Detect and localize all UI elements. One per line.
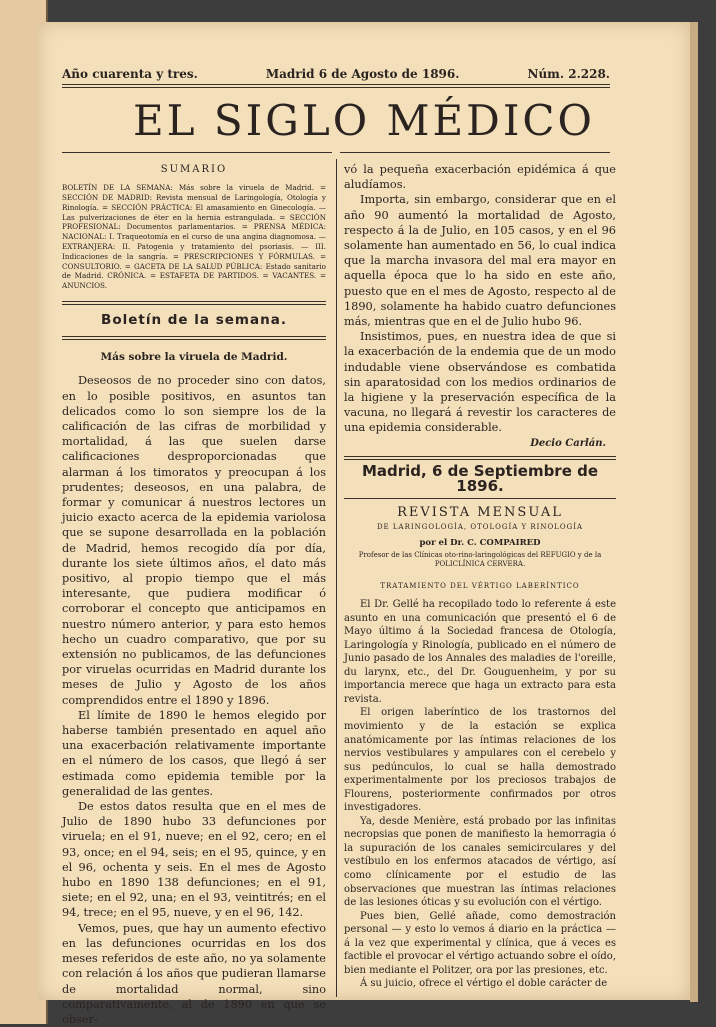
newspaper-page — [38, 22, 690, 1026]
issue-date: Madrid 6 de Agosto de 1896. — [265, 67, 460, 81]
boletin-paragraph: Vemos, pues, que hay un aumento efectivo en las defunciones ocurridas en los dos meses referidos de este año, no ya solamente con relación á los años que pudieran llamarse de mortalidad normal, sino comparativamente, al de 1890 en que se obser- — [62, 921, 326, 1026]
boletin-paragraph: De estos datos resulta que en el mes de Julio de 1890 hubo 33 defunciones por viruela; en el 91, nueve; en el 92, cero; en el 93, once; en el 94, seis; en el 95, quince, y en el 96, ochenta y seis. En el mes de Agosto hubo en 1890 138 defunciones; en el 91, siete; en el 92, una; en el 93, veintitrés; en el 94, trece; en el 95, nueve, y en el 96, 142. — [62, 800, 326, 920]
article-subheading: Más sobre la viruela de Madrid. — [100, 351, 288, 364]
rule-madrid-2 — [344, 459, 616, 460]
revista-title: REVISTA MENSUAL — [397, 505, 563, 521]
revista-author: por el Dr. C. COMPAIRED — [419, 537, 541, 548]
revista-affiliation: Profesor de las Clínicas oto-rino-laringológicas del REFUGIO y de la POLICLÍNICA CERVERA. — [358, 550, 602, 568]
rule-left-header — [62, 152, 332, 153]
madrid-heading: Madrid, 6 de Septiembre de 1896. — [361, 461, 599, 496]
article-paragraph: El Dr. Gellé ha recopilado todo lo referente á este asunto en una comunicación que presentó el 6 de Mayo último á la Sociedad francesa de Otología, Laringología y Rinología, publicado en el número de Junio pasado de los Annales des maladies de l'oreille, du larynx, etc., del Dr. Gouguenheim, y por su importancia merece que haga un extracto para esta revista. — [344, 599, 616, 705]
author-signature: Decio Carlán. — [530, 437, 606, 449]
rule-sumario-1 — [62, 301, 326, 302]
sumario-text: BOLETÍN DE LA SEMANA: Más sobre la viruela de Madrid. = SECCIÓN DE MADRID: Revista mensual de Laringología, Otología y Rinología. = SECCIÓN PRÁCTICA: El amasamiento en Ginecología. — Las pulverizaciones de éter en la hernia estrangulada. = SECCIÓN PROFESIONAL: Documentos parlamentarios. = PRENSA MÉDICA: NACIONAL: I. Traqueotomía en el curso de una angina diagnomosa. — EXTRANJERA: II. Patogenia y tratamiento del psoriasis. — III. Indicaciones de la sangría. = PRESCRIPCIONES Y FÓRMULAS. = CONSULTORIO. = GACETA DE LA SALUD PÚBLICA: Estado sanitario de Madrid. CRÓNICA. = ESTAFETA DE PARTIDOS. = VACANTES. = ANUNCIOS. — [62, 183, 326, 291]
column-divider — [336, 159, 337, 997]
rule-boletin-1 — [62, 336, 326, 337]
article-paragraph: Pues bien, Gellé añade, como demostración personal — y esto lo vemos á diario en la práctica — á la vez que experimental y clínica, que á veces es factible el provocar el vértigo actuando sobre el oído, bien mediante el Politzer, ora por las presiones, etc. — [344, 910, 616, 976]
section-heading: TRATAMIENTO DEL VÉRTIGO LABERÍNTICO — [380, 581, 580, 590]
rule-madrid-3 — [344, 498, 616, 499]
volume-year: Año cuarenta y tres. — [62, 67, 198, 81]
rule-sumario-2 — [62, 304, 326, 305]
left-column — [62, 162, 326, 1027]
right-paragraph: Insistimos, pues, en nuestra idea de que si la exacerbación de la endemia que de un modo indudable viene observándose es combatida sin aparatosidad con los medios ordinarios de la higiene y la preservación específica de la vacuna, no llegará á revestir los caracteres de una epidemia considerable. — [344, 330, 616, 435]
boletin-paragraph: El límite de 1890 le hemos elegido por haberse también presentado en aquel año una exacerbación relativamente importante en el número de los casos, que llegó á ser estimada como epidemia temible por la generalidad de las gentes. — [62, 708, 326, 798]
right-paragraph: vó la pequeña exacerbación epidémica á que aludíamos. — [344, 163, 616, 192]
page-edge — [690, 22, 698, 1002]
boletin-paragraph: Deseosos de no proceder sino con datos, en lo posible positivos, en asuntos tan delicados como lo son siempre los de la calificación de las cifras de morbilidad y mortalidad, á las que suelen darse calificaciones desproporcionadas que alarman á los timoratos y preocupan á los prudentes; deseosos, en una palabra, de formar y comunicar á nuestros lectores un juicio exacto acerca de la epidemia variolosa que se supone desarrollada en la población de Madrid, hemos recogido día por día, durante los siete últimos años, el dato más positivo, al propio tiempo que el más interesante, que pudiera modificar ó corroborar el concepto que anticipamos en nuestro número anterior, y para esto hemos hecho un cuadro comparativo, que por su extensión no publicamos, de las defunciones por viruelas ocurridas en Madrid durante los meses de Julio y Agosto de los años comprendidos entre el 1890 y 1896. — [62, 374, 326, 707]
newspaper-title: EL SIGLO MÉDICO — [133, 96, 595, 145]
issue-number: Núm. 2.228. — [527, 67, 610, 81]
sumario-heading: SUMARIO — [160, 164, 228, 175]
rule-top-1 — [62, 84, 610, 85]
rule-right-header — [340, 152, 610, 153]
article-paragraph: Ya, desde Menière, está probado por las infinitas necropsias que ponen de manifiesto la hemorragia ó la supuración de los canales semicirculares y del vestíbulo en los enfermos atacados de vértigo, así como clínicamente por el estudio de las observaciones que muestran las íntimas relaciones de las lesiones óticas y su evolución con el vértigo. — [344, 815, 616, 909]
rule-top-2 — [62, 87, 610, 88]
right-column — [344, 162, 616, 991]
article-paragraph: Á su juicio, ofrece el vértigo el doble carácter de — [360, 978, 608, 990]
right-paragraph: Importa, sin embargo, considerar que en el año 90 aumentó la mortalidad de Agosto, respecto á la de Julio, en 105 casos, y en el 96 solamente han aumentado en 56, lo cual indica que la marcha invasora del mal era mayor en aquella época que lo ha sido en este año, puesto que en el mes de Agosto, respecto al de 1890, solamente ha habido cuatro defunciones más, mientras que en el de Julio hubo 96. — [344, 193, 616, 329]
rule-boletin-2 — [62, 339, 326, 340]
masthead-info — [62, 67, 610, 81]
boletin-heading: Boletín de la semana. — [101, 311, 287, 328]
revista-subtitle: DE LARINGOLOGÍA, OTOLOGÍA Y RINOLOGÍA — [376, 523, 584, 532]
rule-madrid-1 — [344, 456, 616, 457]
article-paragraph: El origen laberíntico de los trastornos del movimiento y de la estación se explica anatómicamente por las íntimas relaciones de los nervios vestibulares y ampulares con el cerebelo y sus pedúnculos, lo cual se halla demostrado experimentalmente por los preciosos trabajos de Flourens, posteriormente confirmados por otros investigadores. — [344, 707, 616, 814]
